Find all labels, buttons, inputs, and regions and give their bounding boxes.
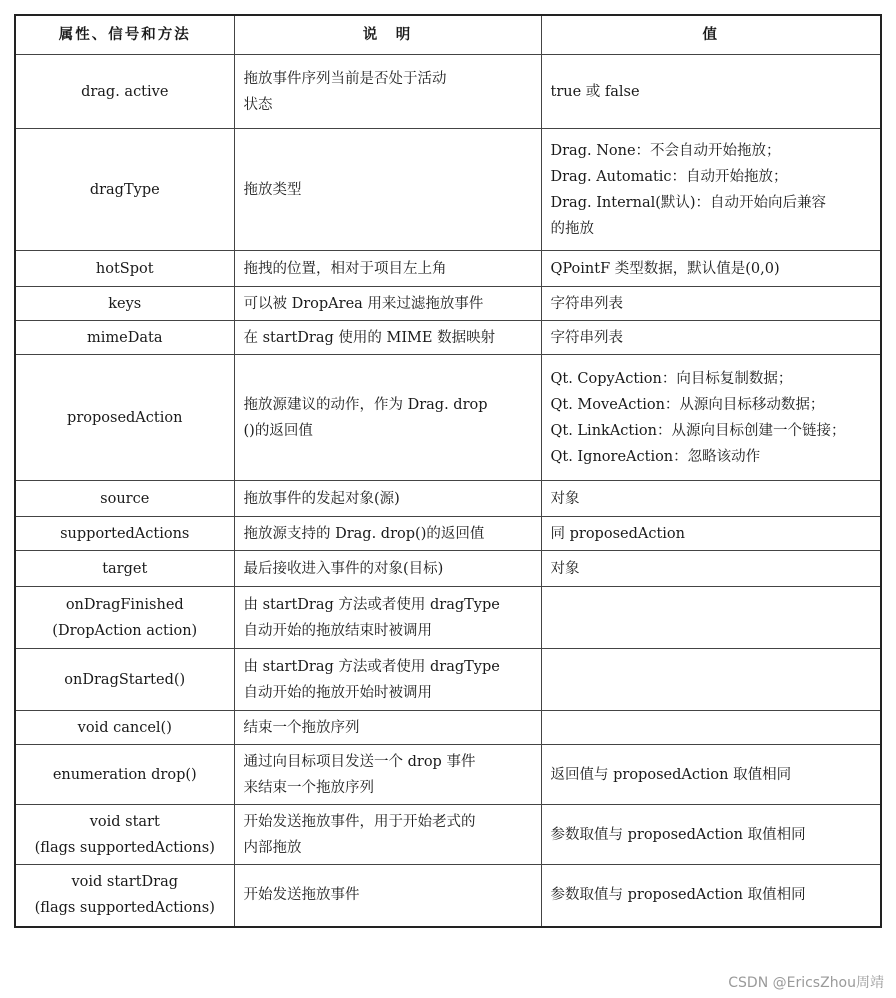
table-row: [15, 865, 881, 927]
description-cell: [234, 321, 541, 355]
header-value: 值: [541, 15, 881, 55]
cell-text-line: source: [100, 490, 150, 507]
property-name-cell: [15, 287, 234, 321]
table-row: [15, 129, 881, 251]
description-cell: [234, 55, 541, 129]
table-row: [15, 587, 881, 649]
cell-text-line: Drag. None：不会自动开始拖放；: [550, 142, 781, 159]
table-row: [15, 711, 881, 745]
cell-text-line: 拖放事件的发起对象(源): [243, 490, 400, 507]
value-cell: [541, 649, 881, 711]
property-name-cell: [15, 745, 234, 805]
cell-text-line: 结束一个拖放序列: [243, 719, 360, 736]
table-row: [15, 355, 881, 481]
description-cell: [234, 649, 541, 711]
cell-text-line: mimeData: [87, 329, 163, 346]
cell-text-line: 可以被 DropArea 用来过滤拖放事件: [243, 295, 484, 312]
table-row: [15, 481, 881, 517]
description-cell: [234, 551, 541, 587]
cell-text-line: void startDrag: [71, 874, 179, 891]
cell-text-line: 参数取值与 proposedAction 取值相同: [550, 826, 806, 843]
cell-text-line: dragType: [89, 181, 160, 198]
cell-text-line: 返回值与 proposedAction 取值相同: [550, 766, 792, 783]
table-row: [15, 251, 881, 287]
table-row: [15, 805, 881, 865]
value-cell: [541, 287, 881, 321]
cell-text-line: 通过向目标项目发送一个 drop 事件: [243, 753, 476, 770]
value-cell: [541, 517, 881, 551]
description-cell: [234, 517, 541, 551]
cell-text-line: (DropAction action): [52, 622, 198, 639]
cell-text-line: 最后接收进入事件的对象(目标): [243, 560, 444, 577]
cell-text-line: Drag. Internal(默认)：自动开始向后兼容: [550, 194, 827, 211]
header-properties: 属性、信号和方法: [15, 15, 234, 55]
value-cell: [541, 481, 881, 517]
property-name-cell: [15, 355, 234, 481]
table-row: [15, 551, 881, 587]
cell-text-line: Qt. MoveAction：从源向目标移动数据；: [550, 396, 825, 413]
table-row: [15, 287, 881, 321]
value-cell: [541, 805, 881, 865]
description-cell: [234, 711, 541, 745]
table-row: [15, 517, 881, 551]
property-name-cell: [15, 587, 234, 649]
cell-text-line: 由 startDrag 方法或者使用 dragType: [243, 596, 500, 613]
cell-text-line: ()的返回值: [243, 422, 313, 439]
value-cell: [541, 55, 881, 129]
header-description: 说 明: [234, 15, 541, 55]
cell-text-line: 对象: [550, 490, 580, 507]
cell-text-line: Drag. Automatic：自动开始拖放；: [550, 168, 788, 185]
cell-text-line: 开始发送拖放事件: [243, 887, 360, 904]
description-cell: [234, 587, 541, 649]
cell-text-line: 由 startDrag 方法或者使用 dragType: [243, 658, 500, 675]
cell-text-line: onDragStarted(): [64, 671, 186, 688]
cell-text-line: 来结束一个拖放序列: [243, 779, 374, 796]
description-cell: [234, 129, 541, 251]
description-cell: [234, 355, 541, 481]
property-name-cell: [15, 129, 234, 251]
cell-text-line: 拖放事件序列当前是否处于活动: [243, 70, 447, 87]
cell-text-line: proposedAction: [67, 409, 183, 426]
property-name-cell: [15, 865, 234, 927]
cell-text-line: (flags supportedActions): [34, 839, 215, 856]
csdn-watermark: CSDN @EricsZhou周靖: [728, 975, 884, 991]
cell-text-line: 参数取值与 proposedAction 取值相同: [550, 887, 806, 904]
cell-text-line: hotSpot: [95, 260, 154, 277]
cell-text-line: 字符串列表: [550, 295, 623, 312]
property-name-cell: [15, 649, 234, 711]
property-name-cell: [15, 711, 234, 745]
value-cell: [541, 321, 881, 355]
cell-text-line: Qt. CopyAction：向目标复制数据；: [550, 370, 793, 387]
cell-text-line: true 或 false: [550, 83, 640, 100]
cell-text-line: 拖拽的位置，相对于项目左上角: [243, 260, 447, 277]
cell-text-line: 状态: [243, 96, 273, 113]
description-cell: [234, 481, 541, 517]
value-cell: [541, 551, 881, 587]
cell-text-line: void cancel(): [77, 719, 172, 736]
property-name-cell: [15, 55, 234, 129]
property-name-cell: [15, 251, 234, 287]
cell-text-line: Qt. LinkAction：从源向目标创建一个链接；: [550, 422, 846, 439]
cell-text-line: Qt. IgnoreAction：忽略该动作: [550, 448, 761, 465]
cell-text-line: 的拖放: [550, 220, 594, 237]
description-cell: [234, 251, 541, 287]
value-cell: [541, 251, 881, 287]
property-name-cell: [15, 551, 234, 587]
value-cell: [541, 587, 881, 649]
value-cell: [541, 865, 881, 927]
table-row: [15, 745, 881, 805]
cell-text-line: 字符串列表: [550, 329, 623, 346]
cell-text-line: QPointF 类型数据，默认值是(0,0): [550, 260, 780, 277]
cell-text-line: void start: [89, 813, 160, 830]
value-cell: [541, 711, 881, 745]
properties-table: [14, 14, 882, 928]
cell-text-line: 自动开始的拖放结束时被调用: [243, 622, 432, 639]
description-cell: [234, 865, 541, 927]
value-cell: [541, 745, 881, 805]
cell-text-line: 同 proposedAction: [550, 525, 685, 542]
cell-text-line: enumeration drop(): [52, 766, 197, 783]
cell-text-line: supportedActions: [60, 525, 190, 542]
table-header-row: [15, 15, 881, 55]
table-body: [15, 55, 881, 927]
description-cell: [234, 745, 541, 805]
cell-text-line: 自动开始的拖放开始时被调用: [243, 684, 432, 701]
cell-text-line: 拖放类型: [243, 181, 302, 198]
value-cell: [541, 355, 881, 481]
cell-text-line: (flags supportedActions): [34, 900, 215, 917]
description-cell: [234, 287, 541, 321]
table-row: [15, 321, 881, 355]
property-name-cell: [15, 517, 234, 551]
cell-text-line: 开始发送拖放事件，用于开始老式的: [243, 813, 476, 830]
property-name-cell: [15, 481, 234, 517]
table-row: [15, 649, 881, 711]
cell-text-line: 在 startDrag 使用的 MIME 数据映射: [243, 329, 496, 346]
cell-text-line: 拖放源支持的 Drag. drop()的返回值: [243, 525, 485, 542]
table-row: [15, 55, 881, 129]
cell-text-line: keys: [108, 295, 142, 312]
description-cell: [234, 805, 541, 865]
cell-text-line: target: [102, 560, 148, 577]
property-name-cell: [15, 321, 234, 355]
cell-text-line: 内部拖放: [243, 839, 302, 856]
cell-text-line: drag. active: [81, 83, 169, 100]
value-cell: [541, 129, 881, 251]
property-name-cell: [15, 805, 234, 865]
cell-text-line: onDragFinished: [65, 596, 184, 613]
cell-text-line: 对象: [550, 560, 580, 577]
cell-text-line: 拖放源建议的动作，作为 Drag. drop: [243, 396, 488, 413]
